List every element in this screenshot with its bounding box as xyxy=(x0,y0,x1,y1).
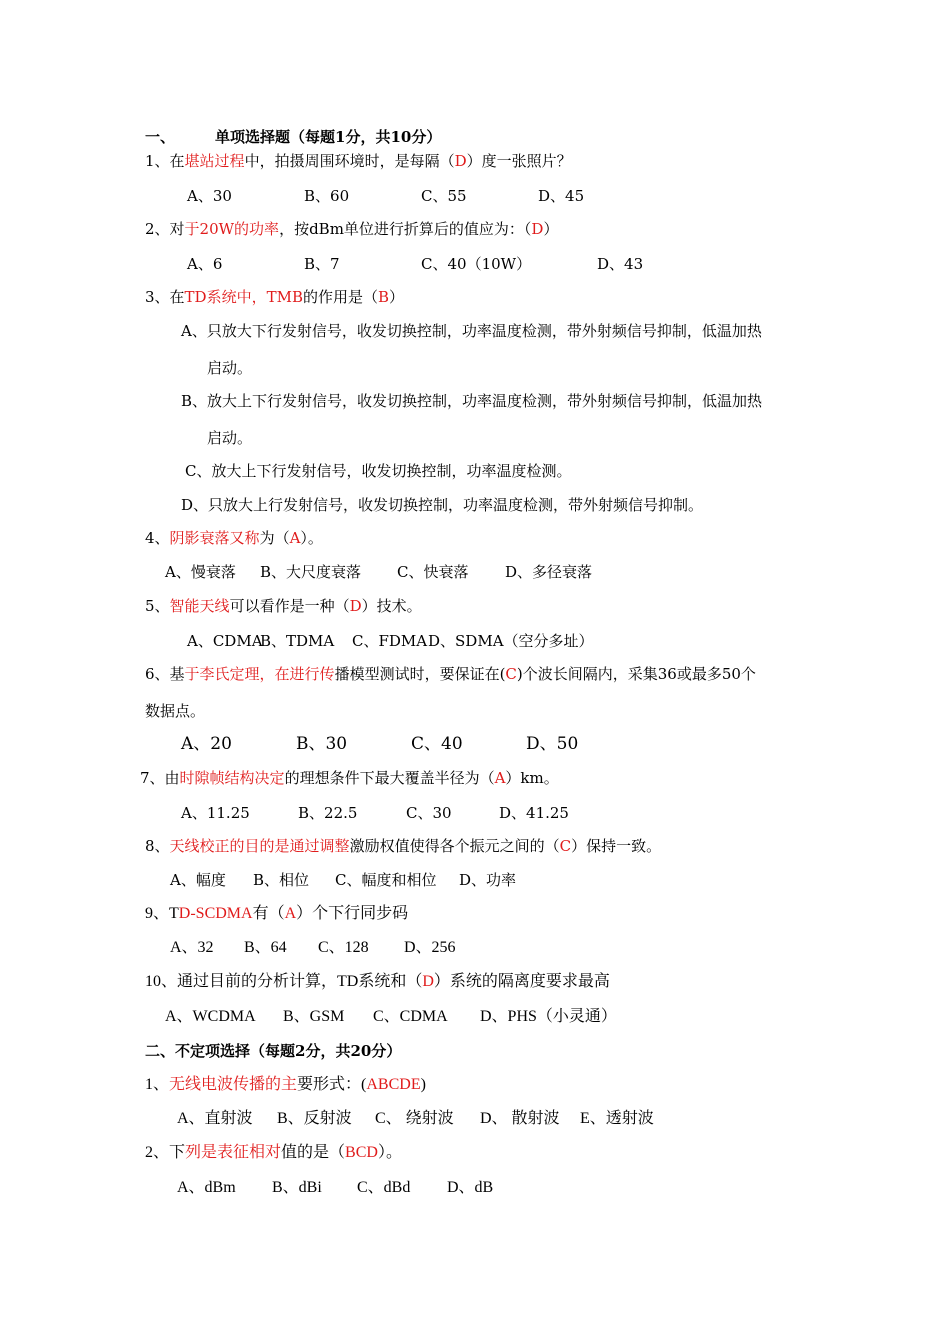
section-2-heading: 二、不定项选择（每题2分，共20分） xyxy=(145,1042,402,1060)
q1-number: 1、在 xyxy=(145,152,185,170)
question-2 xyxy=(145,219,558,239)
m1-option-b: B、反射波 xyxy=(277,1110,352,1127)
q5-answer: D xyxy=(349,597,362,615)
question-4 xyxy=(145,528,323,548)
m2-text: 值的是（ xyxy=(281,1144,346,1161)
q1-option-c: C、55 xyxy=(421,187,467,205)
q5-option-c: C、FDMA xyxy=(352,632,428,650)
m1-option-e: E、透射波 xyxy=(580,1110,654,1127)
question-9 xyxy=(145,904,408,924)
question-1 xyxy=(145,151,572,171)
q3-text: 的作用是（ xyxy=(302,288,378,306)
q2-option-b: B、7 xyxy=(304,255,340,273)
q3-number: 3、在 xyxy=(145,288,185,306)
m1-text-end: ) xyxy=(420,1076,426,1093)
q4-option-b: B、大尺度衰落 xyxy=(260,563,362,581)
q4-text-end: ）。 xyxy=(300,529,323,547)
q2-option-a: A、6 xyxy=(187,255,223,273)
q9-option-a: A、32 xyxy=(170,939,214,956)
m2-option-a: A、dBm xyxy=(177,1179,236,1196)
q3-option-a-cont: 启动。 xyxy=(207,359,253,377)
q5-option-a: A、CDMA xyxy=(187,632,263,650)
m2-highlight: 列是表征相对 xyxy=(185,1144,282,1161)
q3-option-d: D、只放大上行发射信号，收发切换控制，功率温度检测，带外射频信号抑制。 xyxy=(181,496,704,514)
q1-option-d: D、45 xyxy=(538,187,585,205)
q1-option-b: B、60 xyxy=(304,187,350,205)
m2-option-d: D、dB xyxy=(447,1179,494,1196)
q9-text-end: ）个下行同步码 xyxy=(296,905,409,922)
q4-option-a: A、慢衰落 xyxy=(165,563,236,581)
q8-option-d: D、功率 xyxy=(459,871,517,889)
q2-number: 2、对 xyxy=(145,220,185,238)
question-8 xyxy=(145,836,661,856)
q8-answer: C xyxy=(559,837,572,855)
q10-option-d: D、PHS（小灵通） xyxy=(480,1008,617,1025)
m2-option-c: C、dBd xyxy=(357,1179,411,1196)
q7-answer: A xyxy=(494,769,506,787)
section-1-heading xyxy=(145,127,441,147)
q9-answer: A xyxy=(284,905,297,922)
q7-number: 7、由 xyxy=(140,769,180,787)
question-3 xyxy=(145,287,404,307)
m1-highlight: 无线电波传播的主 xyxy=(169,1076,298,1093)
q4-number: 4、 xyxy=(145,529,170,547)
q6-text: 播模型测试时，要保证在( xyxy=(334,665,506,683)
q1-answer: D xyxy=(454,152,467,170)
multi-question-2 xyxy=(145,1143,402,1163)
q8-option-a: A、幅度 xyxy=(170,871,226,889)
q2-answer: D xyxy=(531,220,544,238)
multi-question-1 xyxy=(145,1075,426,1095)
m1-option-a: A、直射波 xyxy=(177,1110,253,1127)
q8-highlight: 天线校正的目的是通过调整 xyxy=(169,837,350,855)
q3-option-b: B、放大上下行发射信号，收发切换控制，功率温度检测，带外射频信号抑制，低温加热 xyxy=(181,392,763,410)
q9-option-c: C、128 xyxy=(318,939,369,956)
q5-option-b: B、TDMA xyxy=(260,632,335,650)
q3-text-end: ） xyxy=(389,288,405,306)
q7-option-d: D、41.25 xyxy=(499,804,569,822)
q3-option-a: A、只放大下行发射信号，收发切换控制，功率温度检测，带外射频信号抑制，低温加热 xyxy=(181,322,762,340)
m1-answer: ABCDE xyxy=(366,1076,421,1093)
m1-text: 要形式：( xyxy=(297,1076,367,1093)
q8-option-b: B、相位 xyxy=(253,871,310,889)
q9-option-b: B、64 xyxy=(244,939,287,956)
q6-number: 6、基 xyxy=(145,665,185,683)
q1-text-end: ）度一张照片？ xyxy=(466,152,572,170)
q5-highlight: 智能天线 xyxy=(169,597,230,615)
q1-highlight: 堪站过程 xyxy=(184,152,245,170)
q2-highlight: 于20W的功率 xyxy=(184,220,280,238)
q6-answer: C xyxy=(505,665,517,683)
q4-option-d: D、多径衰落 xyxy=(505,563,593,581)
q5-number: 5、 xyxy=(145,597,170,615)
section-1-title: 单项选择题（每题1分，共10分） xyxy=(215,128,442,146)
q10-option-b: B、GSM xyxy=(283,1008,345,1025)
question-5 xyxy=(145,596,422,616)
question-7 xyxy=(140,768,559,788)
m2-answer: BCD xyxy=(345,1144,378,1161)
q3-option-c: C、放大上下行发射信号，收发切换控制，功率温度检测。 xyxy=(185,462,572,480)
q7-highlight: 时隙帧结构决定 xyxy=(179,769,285,787)
m2-number: 2、下 xyxy=(145,1144,186,1161)
q2-option-c: C、40（10W） xyxy=(421,255,532,273)
q2-text: ，按dBm单位进行折算后的值应为：（ xyxy=(279,220,532,238)
q8-number: 8、 xyxy=(145,837,170,855)
q1-option-a: A、30 xyxy=(187,187,232,205)
q6-text-end: )个波长间隔内，采集36或最多50个 xyxy=(516,665,756,683)
q6-option-c: C、40 xyxy=(411,734,463,754)
q10-option-a: A、WCDMA xyxy=(165,1008,256,1025)
q5-text-end: ）技术。 xyxy=(361,597,422,615)
question-6 xyxy=(145,664,756,684)
q6-highlight: 于李氏定理，在进行传 xyxy=(184,665,335,683)
q7-text-end: ）km。 xyxy=(505,769,559,787)
m2-option-b: B、dBi xyxy=(272,1179,322,1196)
q6-text-line2: 数据点。 xyxy=(145,702,206,720)
q3-answer: B xyxy=(377,288,390,306)
q5-text: 可以看作是一种（ xyxy=(229,597,350,615)
q7-option-a: A、11.25 xyxy=(181,804,250,822)
q7-option-b: B、22.5 xyxy=(298,804,358,822)
q1-text: 中，拍摄周围环境时，是每隔（ xyxy=(244,152,455,170)
q9-option-d: D、256 xyxy=(404,939,456,956)
q9-text: 有（ xyxy=(252,905,285,922)
q2-option-d: D、43 xyxy=(597,255,644,273)
q7-option-c: C、30 xyxy=(406,804,452,822)
q3-highlight: TD系统中，TMB xyxy=(184,288,303,306)
q7-text: 的理想条件下最大覆盖半径为（ xyxy=(284,769,495,787)
q5-option-d: D、SDMA（空分多址） xyxy=(428,632,594,650)
m1-number: 1、 xyxy=(145,1076,170,1093)
q10-answer: D xyxy=(422,973,434,990)
q8-text: 激励权值使得各个振元之间的（ xyxy=(349,837,560,855)
q6-option-a: A、20 xyxy=(181,734,232,754)
m1-option-d: D、 散射波 xyxy=(480,1110,560,1127)
question-10 xyxy=(145,972,610,992)
q8-text-end: ）保持一致。 xyxy=(571,837,662,855)
q10-text-end: ）系统的隔离度要求最高 xyxy=(433,973,610,990)
q2-text-end: ） xyxy=(543,220,559,238)
q4-option-c: C、快衰落 xyxy=(397,563,469,581)
q6-option-b: B、30 xyxy=(296,734,348,754)
q4-text: 为（ xyxy=(259,529,290,547)
m1-option-c: C、 绕射波 xyxy=(375,1110,454,1127)
q9-number: 9、T xyxy=(145,905,179,922)
section-1-number: 一、 xyxy=(145,128,176,146)
q9-highlight: D-SCDMA xyxy=(178,905,253,922)
q10-text: 10、通过目前的分析计算，TD系统和（ xyxy=(145,973,423,990)
q8-option-c: C、幅度和相位 xyxy=(335,871,437,889)
q3-option-b-cont: 启动。 xyxy=(207,429,253,447)
q4-highlight: 阴影衰落又称 xyxy=(169,529,260,547)
q4-answer: A xyxy=(289,529,301,547)
q10-option-c: C、CDMA xyxy=(373,1008,448,1025)
q6-option-d: D、50 xyxy=(526,734,579,754)
m2-text-end: ）。 xyxy=(377,1144,402,1161)
